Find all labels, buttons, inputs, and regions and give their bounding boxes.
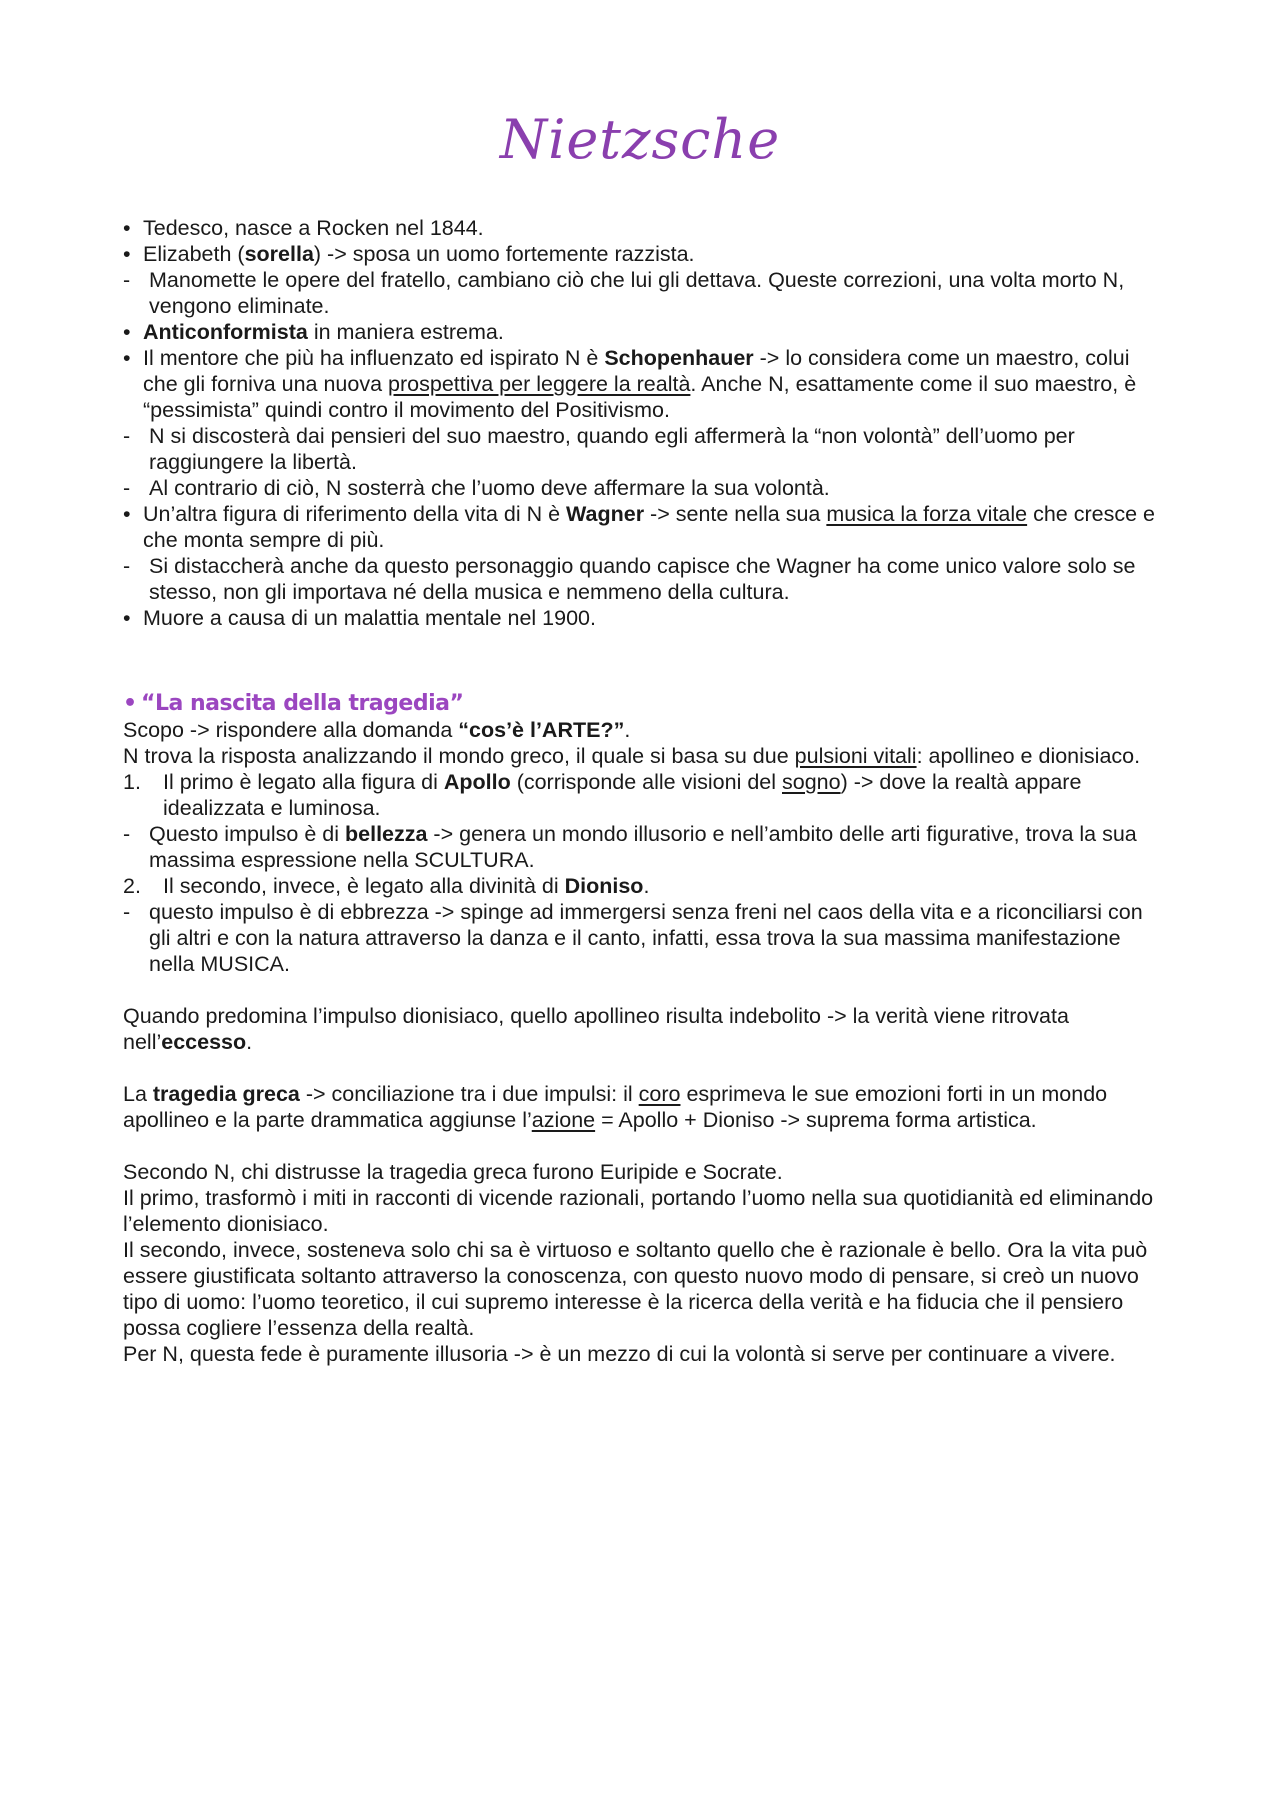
list-marker: •	[123, 606, 131, 630]
bold-term: Anticonformista	[143, 320, 308, 344]
item-text	[123, 1160, 783, 1184]
text-run: Elizabeth (	[143, 242, 245, 266]
paragraph	[123, 743, 1168, 769]
text-run: Il mentore che più ha influenzato ed ispirato N è	[143, 346, 605, 370]
text-run: La	[123, 1082, 153, 1106]
tragedy-section-body	[123, 717, 1168, 1367]
list-marker: -	[123, 822, 131, 846]
item-text	[149, 554, 1135, 604]
text-run: (corrisponde alle visioni del	[510, 770, 782, 794]
item-text	[143, 216, 484, 240]
bold-term: Apollo	[443, 770, 511, 794]
bold-term: Dioniso	[564, 874, 644, 898]
text-run: -> conciliazione tra i due impulsi: il	[299, 1082, 639, 1106]
document-body	[123, 215, 1168, 1367]
dash-item	[123, 267, 1168, 319]
paragraph	[123, 1081, 1168, 1133]
list-marker: -	[123, 424, 131, 448]
text-run: Tedesco, nasce a Rocken nel 1844.	[143, 216, 484, 240]
item-text	[123, 1342, 1116, 1366]
section-bullet: •	[123, 691, 137, 716]
text-run: Manomette le opere del fratello, cambiano ciò che lui gli dettava. Queste correzioni, una volta morto N, vengono eliminate.	[149, 268, 1125, 318]
text-run: in maniera estrema.	[307, 320, 504, 344]
numbered-item	[123, 769, 1168, 821]
text-run: N si discosterà dai pensieri del suo maestro, quando egli affermerà la “non volontà” dell’uomo per raggiungere la libertà.	[149, 424, 1075, 474]
bold-term: eccesso	[161, 1030, 247, 1054]
text-run: ) -> dove la realtà appare idealizzata e luminosa.	[163, 770, 1082, 820]
list-marker: -	[123, 554, 131, 578]
paragraph	[123, 1341, 1168, 1367]
bold-term: Schopenhauer	[604, 346, 754, 370]
underlined-phrase: sogno	[782, 770, 841, 794]
dash-item	[123, 899, 1168, 977]
text-run: .	[624, 718, 631, 742]
item-text	[143, 320, 504, 344]
item-text	[143, 502, 1155, 552]
bold-term: “cos’è l’ARTE?”	[458, 718, 625, 742]
text-run: Il secondo, invece, è legato alla divinità di	[163, 874, 565, 898]
paragraph	[123, 1003, 1168, 1055]
text-run: Questo impulso è di	[149, 822, 345, 846]
text-run: Il primo è legato alla figura di	[163, 770, 444, 794]
text-run: Un’altra figura di riferimento della vita di N è	[143, 502, 567, 526]
paragraph	[123, 1159, 1168, 1185]
bullet-item	[123, 501, 1168, 553]
list-marker: -	[123, 900, 131, 924]
item-text	[123, 1186, 1153, 1236]
list-marker: -	[123, 476, 131, 500]
underlined-phrase: prospettiva per leggere la realtà	[388, 372, 691, 396]
underlined-phrase: azione	[531, 1108, 596, 1132]
list-marker: •	[123, 242, 131, 266]
bullet-item	[123, 319, 1168, 345]
item-text	[149, 476, 830, 500]
text-run: Per N, questa fede è puramente illusoria -> è un mezzo di cui la volontà si serve per continuare a vivere.	[123, 1342, 1116, 1366]
bullet-item	[123, 241, 1168, 267]
item-text	[123, 718, 630, 742]
text-run: = Apollo + Dioniso -> suprema forma artistica.	[595, 1108, 1037, 1132]
text-run: Il primo, trasformò i miti in racconti di vicende razionali, portando l’uomo nella sua quotidianità ed eliminando l’elemento dionisiaco.	[123, 1186, 1154, 1236]
text-run: Secondo N, chi distrusse la tragedia greca furono Euripide e Socrate.	[123, 1160, 783, 1184]
text-run: Quando predomina l’impulso dionisiaco, quello apollineo risulta indebolito -> la verità viene ritrovata nell’	[123, 1004, 1069, 1054]
text-run: ) -> sposa un uomo fortemente razzista.	[313, 242, 695, 266]
paragraph-gap	[123, 977, 1168, 1003]
underlined-phrase: coro	[638, 1082, 681, 1106]
underlined-phrase: musica la forza vitale	[826, 502, 1028, 526]
item-text	[123, 1004, 1069, 1054]
bullet-item	[123, 605, 1168, 631]
paragraph	[123, 1237, 1168, 1341]
item-text	[149, 268, 1124, 318]
item-text	[143, 606, 596, 630]
bold-term: sorella	[244, 242, 314, 266]
text-run: Si distaccherà anche da questo personaggio quando capisce che Wagner ha come unico valore solo se stesso, non gli importava né della musica e nemmeno della cultura.	[149, 554, 1136, 604]
item-text	[149, 424, 1075, 474]
text-run: Muore a causa di un malattia mentale nel 1900.	[143, 606, 596, 630]
text-run: Il secondo, invece, sosteneva solo chi sa è virtuoso e soltanto quello che è razionale è bello. Ora la vita può essere giustificata soltanto attraverso la conoscenza, con questo nuovo modo di pensare, si creò un nuovo tipo di uomo: l’uomo teoretico, il cui supremo interesse è la ricerca della verità e ha fiducia che il pensiero possa cogliere l’essenza della realtà.	[123, 1238, 1148, 1340]
text-run: questo impulso è di ebbrezza -> spinge ad immergersi senza freni nel caos della vita e a riconciliarsi con gli altri e con la natura attraverso la danza e il canto, infatti, essa trova la sua massima manifestazione nella MUSICA.	[149, 900, 1143, 976]
text-run: -> sente nella sua	[644, 502, 827, 526]
list-marker: •	[123, 320, 131, 344]
bold-term: bellezza	[345, 822, 428, 846]
text-run: N trova la risposta analizzando il mondo greco, il quale si basa su due	[123, 744, 795, 768]
list-marker: •	[123, 502, 131, 526]
page-title: Nietzsche	[499, 108, 781, 171]
paragraph-gap	[123, 1055, 1168, 1081]
text-run: Scopo -> rispondere alla domanda	[123, 718, 459, 742]
text-run: che cresce e che monta sempre di più.	[143, 502, 1155, 552]
section-title: “La nascita della tragedia”	[141, 691, 464, 716]
text-run: Al contrario di ciò, N sosterrà che l’uomo deve affermare la sua volontà.	[149, 476, 830, 500]
item-text	[149, 900, 1143, 976]
dash-item	[123, 821, 1168, 873]
paragraph-gap	[123, 1133, 1168, 1159]
numbered-item	[123, 873, 1168, 899]
item-text	[143, 346, 1136, 422]
item-text	[149, 822, 1137, 872]
paragraph	[123, 717, 1168, 743]
dash-item	[123, 475, 1168, 501]
item-text	[123, 1082, 1107, 1132]
text-run: .	[246, 1030, 253, 1054]
text-run: -> genera un mondo illusorio e nell’ambito delle arti figurative, trova la sua massima espressione nella SCULTURA.	[149, 822, 1137, 872]
text-run: .	[643, 874, 650, 898]
item-text	[123, 744, 1140, 768]
list-marker: •	[123, 216, 131, 240]
list-marker: 2.	[123, 874, 141, 898]
text-run: : apollineo e dionisiaco.	[916, 744, 1141, 768]
text-run: -> lo considera come un maestro, colui che gli forniva una nuova	[143, 346, 1130, 396]
section-heading	[123, 691, 1168, 717]
list-marker: 1.	[123, 770, 141, 794]
text-run: esprimeva le sue emozioni forti in un mondo apollineo e la parte drammatica aggiunse l’	[123, 1082, 1108, 1132]
item-text	[163, 770, 1081, 820]
paragraph	[123, 1185, 1168, 1237]
bullet-item	[123, 345, 1168, 423]
biography-list	[123, 215, 1168, 631]
list-marker: -	[123, 268, 131, 292]
underlined-phrase: pulsioni vitali	[794, 744, 917, 768]
dash-item	[123, 423, 1168, 475]
list-marker: •	[123, 346, 131, 370]
dash-item	[123, 553, 1168, 605]
text-run: . Anche N, esattamente come il suo maestro, è “pessimista” quindi contro il movimento del Positivismo.	[143, 372, 1137, 422]
bold-term: Wagner	[566, 502, 645, 526]
item-text	[123, 1238, 1147, 1340]
bold-term: tragedia greca	[152, 1082, 300, 1106]
item-text	[143, 242, 695, 266]
bullet-item	[123, 215, 1168, 241]
item-text	[163, 874, 649, 898]
